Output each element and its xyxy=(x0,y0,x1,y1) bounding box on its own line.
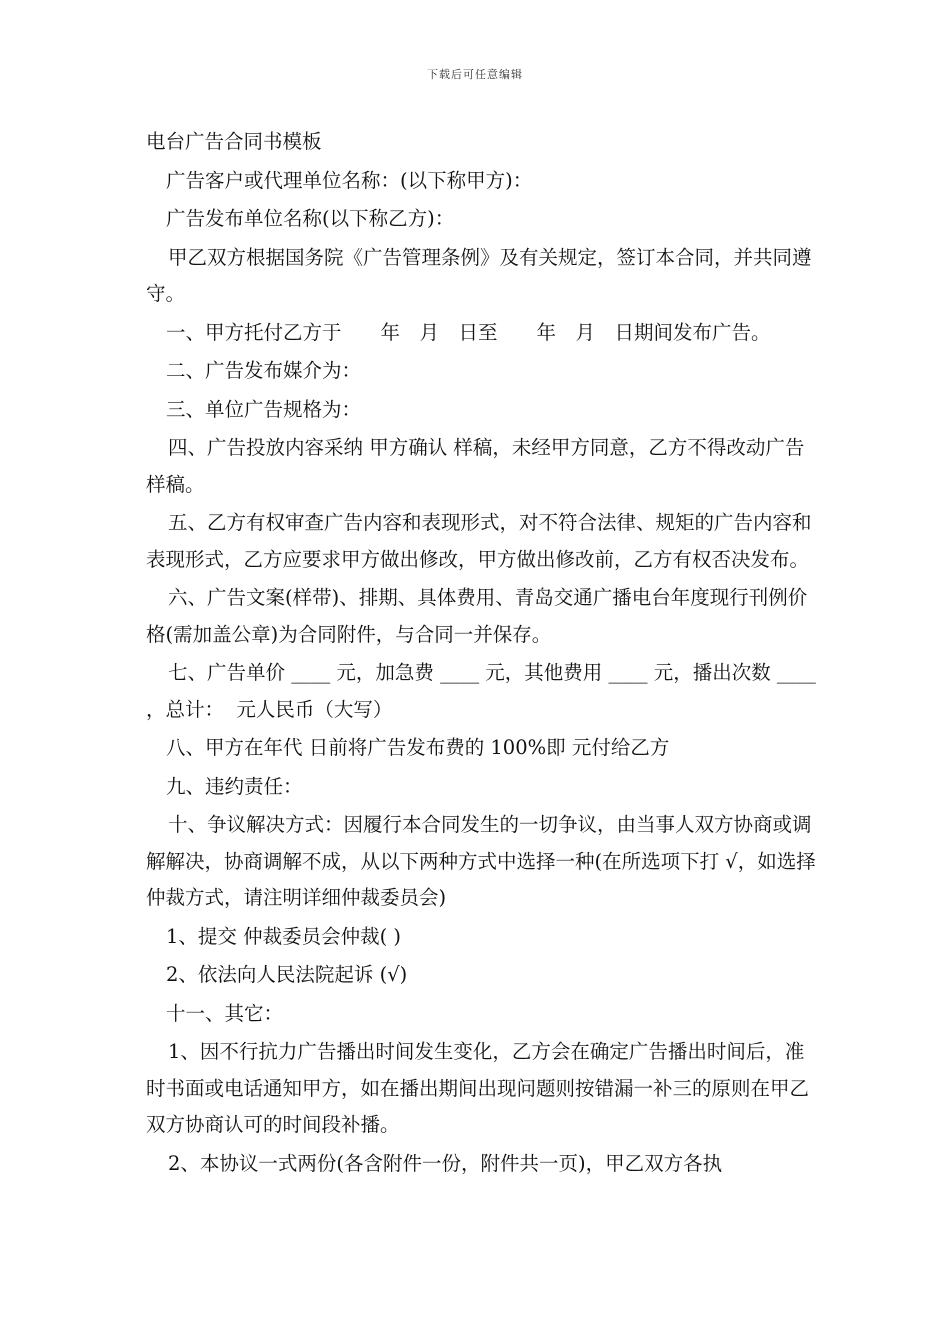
paragraph-clause-7: 七、广告单价 ____ 元，加急费 ____ 元，其他费用 ____ 元，播出次数 ____ ，总计： 元人民币（大写） xyxy=(146,661,823,721)
paragraph-option-2: 2、依法向人民法院起诉 (√) xyxy=(166,963,408,986)
paragraph-clause-8: 八、甲方在年代 日前将广告发布费的 100%即 元付给乙方 xyxy=(166,736,670,759)
paragraph-other-1: 1、因不行抗力广告播出时间发生变化，乙方会在确定广告播出时间后，准时书面或电话通知甲方，如在播出期间出现问题则按错漏一补三的原则在甲乙双方协商认可的时间段补播。 xyxy=(146,1040,810,1136)
paragraph-clause-10: 十、争议解决方式：因履行本合同发生的一切争议，由当事人双方协商或调解解决，协商调解不成，从以下两种方式中选择一种(在所选项下打 √，如选择仲裁方式，请注明详细仲裁委员会) xyxy=(146,813,816,909)
paragraph-clause-1: 一、甲方托付乙方于 年 月 日至 年 月 日期间发布广告。 xyxy=(166,320,771,344)
paragraph-clause-5: 五、乙方有权审查广告内容和表现形式，对不符合法律、规矩的广告内容和表现形式，乙方应要求甲方做出修改，甲方做出修改前，乙方有权否决发布。 xyxy=(146,511,812,571)
paragraph-clause-9: 九、违约责任： xyxy=(166,774,303,798)
paragraph-party-a: 广告客户或代理单位名称：(以下称甲方)： xyxy=(166,168,533,192)
paragraph-other-2: 2、本协议一式两份(各含附件一份，附件共一页)，甲乙双方各执 xyxy=(168,1151,723,1175)
paragraph-clause-11: 十一、其它： xyxy=(166,1001,284,1025)
document-body xyxy=(146,124,823,1184)
paragraph-party-b: 广告发布单位名称(以下称乙方)： xyxy=(166,207,455,230)
paragraph-preamble: 甲乙双方根据国务院《广告管理条例》及有关规定，签订本合同，并共同遵守。 xyxy=(146,245,812,305)
document-title: 电台广告合同书模板 xyxy=(146,130,322,153)
paragraph-clause-6: 六、广告文案(样带)、排期、具体费用、青岛交通广播电台年度现行刊例价格(需加盖公章)为合同附件，与合同一并保存。 xyxy=(146,586,808,646)
paragraph-option-1: 1、提交 仲裁委员会仲裁( ) xyxy=(166,924,402,948)
page-header: 下载后可任意编辑 xyxy=(427,68,523,81)
paragraph-clause-2: 二、广告发布媒介为： xyxy=(166,359,362,382)
paragraph-clause-3: 三、单位广告规格为： xyxy=(166,397,362,421)
paragraph-clause-4: 四、广告投放内容采纳 甲方确认 样稿，未经甲方同意，乙方不得改动广告样稿。 xyxy=(146,436,805,496)
